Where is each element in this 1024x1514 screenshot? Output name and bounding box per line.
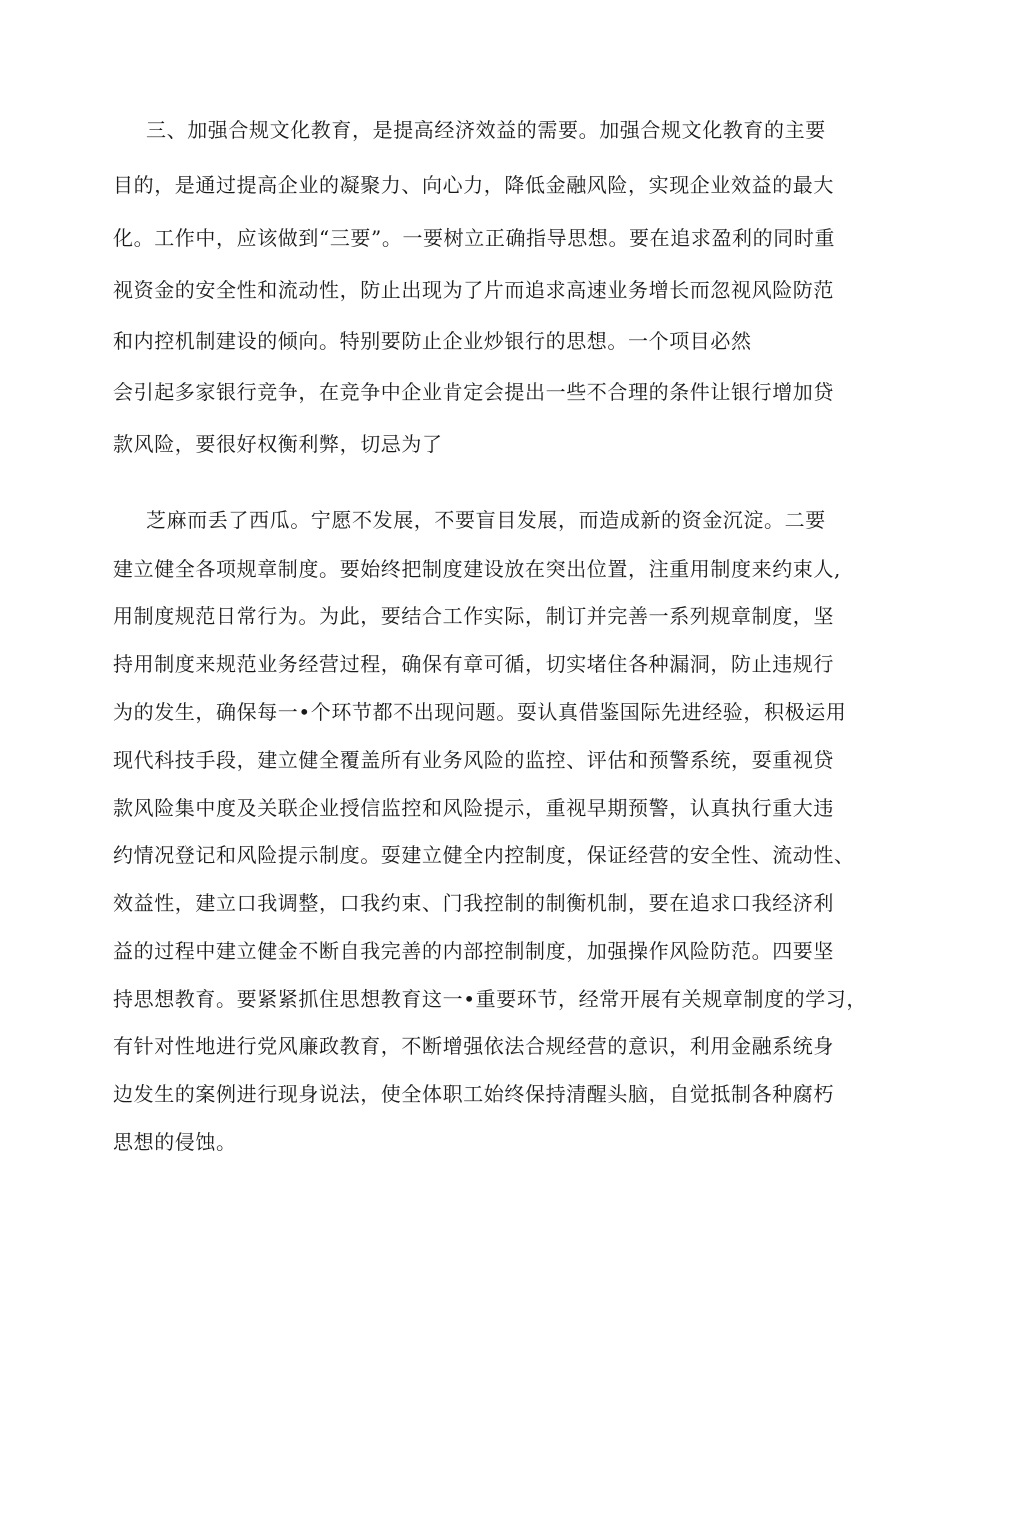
text-line: 边发生的案例进行现身说法，使全体职工始终保持清醒头脑，自觉抵制各种腐朽 — [113, 1082, 834, 1106]
text-line: 思想的侵蚀。 — [113, 1130, 237, 1154]
text-line: 三、加强合规文化教育，是提高经济效益的需要。加强合规文化教育的主要 — [146, 118, 826, 142]
text-line: 益的过程中建立健金不断自我完善的内部控制制度，加强操作风险防范。四要坚 — [113, 939, 834, 963]
text-line: 款风险集中度及关联企业授信监控和风险提示，重视早期预警，认真执行重大违 — [113, 796, 834, 820]
text-line: 约情况登记和风险提示制度。耍建立健全内控制度，保证经营的安全性、流动性、 — [113, 843, 855, 867]
text-line: 目的，是通过提高企业的凝聚力、向心力，降低金融风险，实现企业效益的最大 — [113, 173, 834, 197]
text-line: 用制度规范日常行为。为此，要结合工作实际，制订并完善一系列规章制度，坚 — [113, 604, 834, 628]
text-line: 现代科技手段，建立健全覆盖所有业务风险的监控、评估和预警系统，耍重视贷 — [113, 748, 834, 772]
text-line: 为的发生，确保每一•个环节都不出现问题。耍认真借鉴国际先进经验，积极运用 — [113, 700, 847, 724]
text-line: 建立健全各项规章制度。要始终把制度建设放在突出位置，注重用制度来约束人, — [113, 557, 841, 581]
text-line: 有针对性地进行党风廉政教育，不断增强依法合规经营的意识，利用金融系统身 — [113, 1034, 834, 1058]
text-line: 化。工作中，应该做到“三要”。一要树立正确指导思想。要在追求盈利的同时重 — [113, 226, 836, 250]
text-line: 芝麻而丢了西瓜。宁愿不发展，不要盲目发展，而造成新的资金沉淀。二要 — [146, 508, 826, 532]
text-line: 视资金的安全性和流动性，防止出现为了片而追求高速业务增长而忽视风险防范 — [113, 278, 834, 302]
text-line: 持用制度来规范业务经营过程，确保有章可循，切实堵住各种漏洞，防止违规行 — [113, 652, 834, 676]
text-line: 款风险，要很好权衡利弊，切忌为了 — [113, 432, 443, 456]
text-line: 会引起多家银行竞争，在竞争中企业肯定会提出一些不合理的条件让银行增加贷 — [113, 380, 834, 404]
text-line: 持思想教育。要紧紧抓住思想教育这一•重要环节，经常开展有关规章制度的学习， — [113, 987, 867, 1011]
text-line: 和内控机制建设的倾向。特别要防止企业炒银行的思想。一个项目必然 — [113, 329, 752, 353]
text-line: 效益性，建立口我调整，口我约束、门我控制的制衡机制，要在追求口我经济利 — [113, 891, 834, 915]
